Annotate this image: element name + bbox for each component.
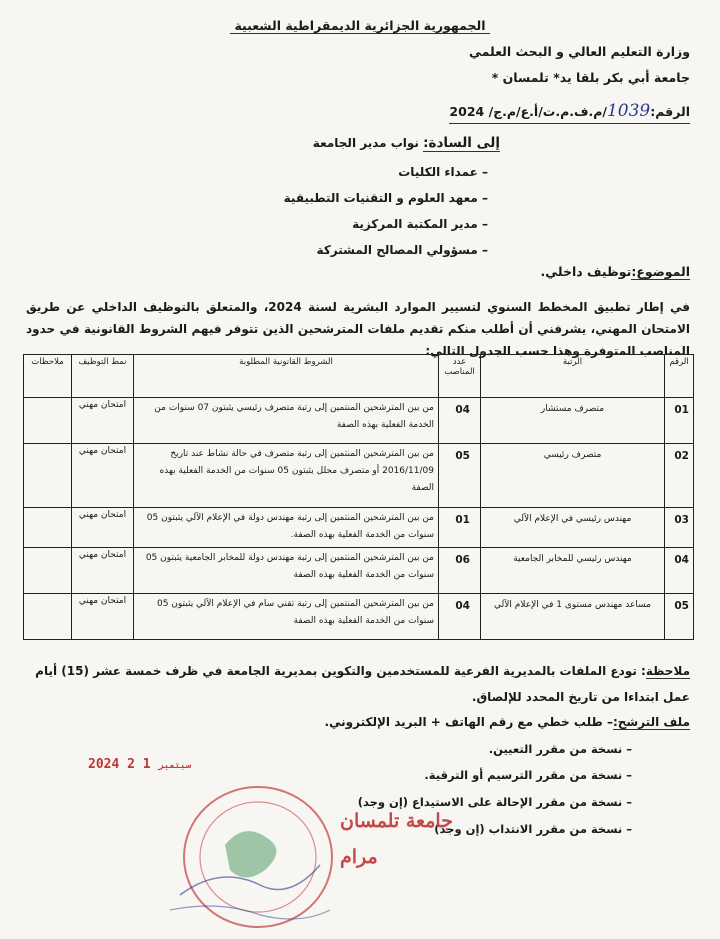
- row-notes: [24, 594, 72, 640]
- stamp-year: 2024: [88, 757, 120, 772]
- reference-suffix: /م.ف.م.ت/أ.ع/م.ج/ 2024: [449, 104, 607, 119]
- positions-table: [23, 354, 694, 640]
- header-mode: نمط التوظيف: [72, 355, 134, 398]
- candidate-file-item: – نسخة من مقرر الترسيم أو الترقية.: [424, 768, 632, 782]
- row-mode: امتحان مهني: [72, 444, 134, 508]
- header-notes: ملاحظات: [24, 355, 72, 398]
- header-count: عدد المناصب: [439, 355, 481, 398]
- reference-handwritten: 1039: [606, 101, 651, 121]
- stamp-month: سبتمبر: [158, 761, 191, 771]
- row-count: 04: [439, 594, 481, 640]
- row-mode: امتحان مهني: [72, 548, 134, 594]
- ministry-name: وزارة التعليم العالي و البحث العلمي: [468, 44, 690, 59]
- candidate-file-heading: [324, 715, 690, 729]
- subject-line: [540, 264, 690, 279]
- university-name: جامعة أبي بكر بلقا يد* تلمسان *: [491, 70, 690, 85]
- addressee-item: – معهد العلوم و التقنيات التطبيقية: [283, 191, 488, 205]
- row-count: 01: [439, 508, 481, 548]
- table-row: [24, 594, 694, 640]
- header-num: الرقم: [665, 355, 694, 398]
- table-row: [24, 508, 694, 548]
- row-num: 03: [665, 508, 694, 548]
- row-notes: [24, 548, 72, 594]
- row-conditions: من بين المترشحين المنتمين إلى رتبة متصرف رئيسي يثبتون 07 سنوات من الخدمة الفعلية بهذه الصفة: [134, 398, 439, 444]
- row-notes: [24, 444, 72, 508]
- candidate-file-first: – طلب خطي مع رقم الهاتف + البريد الإلكتروني.: [324, 715, 613, 729]
- note-label: ملاحظة: [645, 664, 690, 678]
- row-conditions: من بين المترشحين المنتمين إلى رتبة مهندس دولة للمخابر الجامعية يثبتون 05 سنوات من الخدمة الفعلية بهذه الصفة: [134, 548, 439, 594]
- subject-label: الموضوع:: [631, 264, 690, 279]
- row-rank: مساعد مهندس مستوى 1 في الإعلام الآلي: [481, 594, 665, 640]
- addressee-item: – مسؤولي المصالح المشتركة: [316, 243, 488, 257]
- row-rank: مهندس رئيسي للمخابر الجامعية: [481, 548, 665, 594]
- row-num: 02: [665, 444, 694, 508]
- intro-paragraph: في إطار تطبيق المخطط السنوي لتسيير الموارد البشرية لسنة 2024، والمتعلق بالتوظيف الداخلي عن طريق الامتحان المهني، يشرفني أن أطلب منكم تقديم ملفات المترشحين الذين تتوفر فيهم الشروط القانونية في حدود المناصب المتوفرة وهذا حسب الجدول التالي:: [26, 300, 690, 358]
- row-count: 06: [439, 548, 481, 594]
- row-conditions: من بين المترشحين المنتمين إلى رتبة متصرف في حالة نشاط عند تاريخ 2016/11/09 أو متصرف محلل يثبتون 05 سنوات من الخدمة الفعلية بهذه الصفة: [134, 444, 439, 508]
- table-row: [24, 444, 694, 508]
- stamp-day: 1 2: [127, 757, 151, 772]
- candidate-file-label: ملف الترشح:: [612, 715, 690, 729]
- row-num: 04: [665, 548, 694, 594]
- row-rank: مهندس رئيسي في الإعلام الآلي: [481, 508, 665, 548]
- row-conditions: من بين المترشحين المنتمين إلى رتبة تقني سام في الإعلام الآلي يثبتون 05 سنوات من الخدمة الفعلية بهذه الصفة: [134, 594, 439, 640]
- row-rank: متصرف مستشار: [481, 398, 665, 444]
- addressee-first: نواب مدير الجامعة: [312, 136, 419, 150]
- candidate-file-item: – نسخة من مقرر الانتداب (إن وجد): [434, 822, 632, 836]
- row-mode: امتحان مهني: [72, 508, 134, 548]
- official-seal-icon: [150, 775, 453, 935]
- row-mode: امتحان مهني: [72, 398, 134, 444]
- candidate-file-item: – نسخة من مقرر الإحالة على الاستيداع (إن وجد): [357, 795, 632, 809]
- row-count: 04: [439, 398, 481, 444]
- header-conditions: الشروط القانونية المطلوبة: [134, 355, 439, 398]
- row-num: 01: [665, 398, 694, 444]
- seal-line2: مرام: [340, 846, 378, 868]
- row-notes: [24, 398, 72, 444]
- row-conditions: من بين المترشحين المنتمين إلى رتبة مهندس دولة في الإعلام الآلي يثبتون 05 سنوات من الخدمة الفعلية بهذه الصفة.: [134, 508, 439, 548]
- table-row: [24, 398, 694, 444]
- republic-header: [0, 18, 720, 33]
- republic-title: الجمهورية الجزائرية الديمقراطية الشعبية: [230, 18, 489, 34]
- reference-label: الرقم:: [650, 104, 690, 119]
- note-paragraph: [26, 658, 690, 710]
- table-header-row: [24, 355, 694, 398]
- table-row: [24, 548, 694, 594]
- row-mode: امتحان مهني: [72, 594, 134, 640]
- addressee-label: إلى السادة:: [423, 135, 500, 151]
- row-num: 05: [665, 594, 694, 640]
- note-text: : تودع الملفات بالمديرية الفرعية للمستخدمين والتكوين بمديرية الجامعة في ظرف خمسة عشر (15) أيام عمل ابتداءا من تاريخ المحدد للإلصاق.: [35, 664, 690, 704]
- reference-number: [449, 101, 690, 124]
- addressee-item: – عمداء الكليات: [398, 165, 488, 179]
- row-count: 05: [439, 444, 481, 508]
- candidate-file-item: – نسخة من مقرر التعيين.: [488, 742, 632, 756]
- seal-line1: جامعة تلمسان: [340, 810, 453, 832]
- addressee-heading: [313, 135, 500, 151]
- subject-text: توظيف داخلي.: [540, 264, 632, 279]
- addressee-item: – مدير المكتبة المركزية: [352, 217, 488, 231]
- row-rank: متصرف رئيسي: [481, 444, 665, 508]
- row-notes: [24, 508, 72, 548]
- header-rank: الرتبة: [481, 355, 665, 398]
- date-stamp: [88, 757, 191, 772]
